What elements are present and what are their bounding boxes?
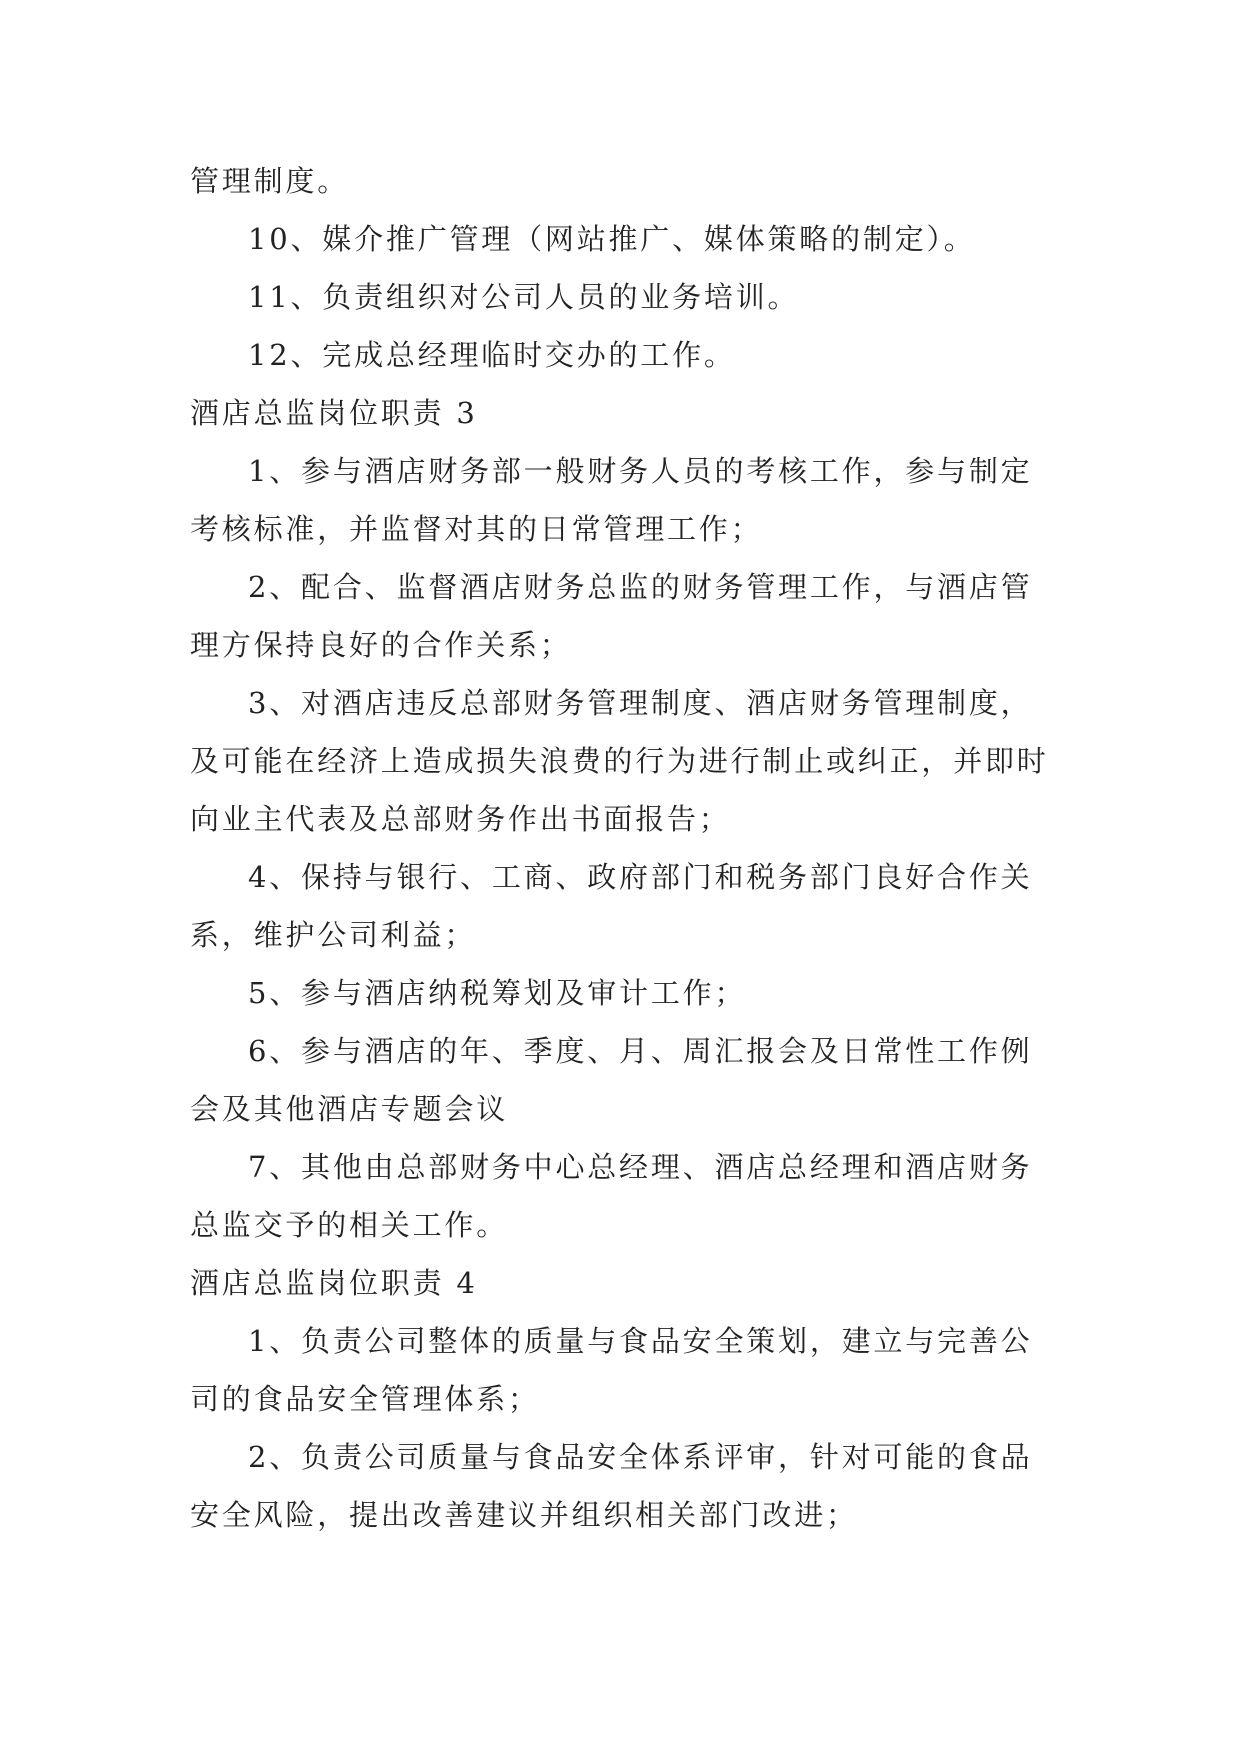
section3-item-6: 6、参与酒店的年、季度、月、周汇报会及日常性工作例会及其他酒店专题会议 [190,1034,1033,1126]
list-item-12: 12、完成总经理临时交办的工作。 [248,338,736,372]
list-item-10: 10、媒介推广管理（网站推广、媒体策略的制定）。 [248,222,976,256]
section-heading-4: 酒店总监岗位职责 4 [190,1266,478,1300]
section3-item-4: 4、保持与银行、工商、政府部门和税务部门良好合作关系，维护公司利益； [190,860,1033,952]
paragraph-continuation: 管理制度。 [190,164,350,198]
list-item-11: 11、负责组织对公司人员的业务培训。 [248,280,800,314]
section3-item-1: 1、参与酒店财务部一般财务人员的考核工作，参与制定考核标准，并监督对其的日常管理工作； [190,454,1033,546]
section3-item-3: 3、对酒店违反总部财务管理制度、酒店财务管理制度，及可能在经济上造成损失浪费的行为进行制止或纠正，并即时向业主代表及总部财务作出书面报告； [190,686,1049,836]
section4-item-1: 1、负责公司整体的质量与食品安全策划，建立与完善公司的食品安全管理体系； [190,1324,1033,1416]
section4-item-2: 2、负责公司质量与食品安全体系评审，针对可能的食品安全风险，提出改善建议并组织相关部门改进； [190,1440,1033,1532]
document-body [190,152,1062,1544]
section3-item-7: 7、其他由总部财务中心总经理、酒店总经理和酒店财务总监交予的相关工作。 [190,1150,1033,1242]
section3-item-5: 5、参与酒店纳税筹划及审计工作； [248,976,747,1010]
section-heading-3: 酒店总监岗位职责 3 [190,396,478,430]
section3-item-2: 2、配合、监督酒店财务总监的财务管理工作，与酒店管理方保持良好的合作关系； [190,570,1033,662]
